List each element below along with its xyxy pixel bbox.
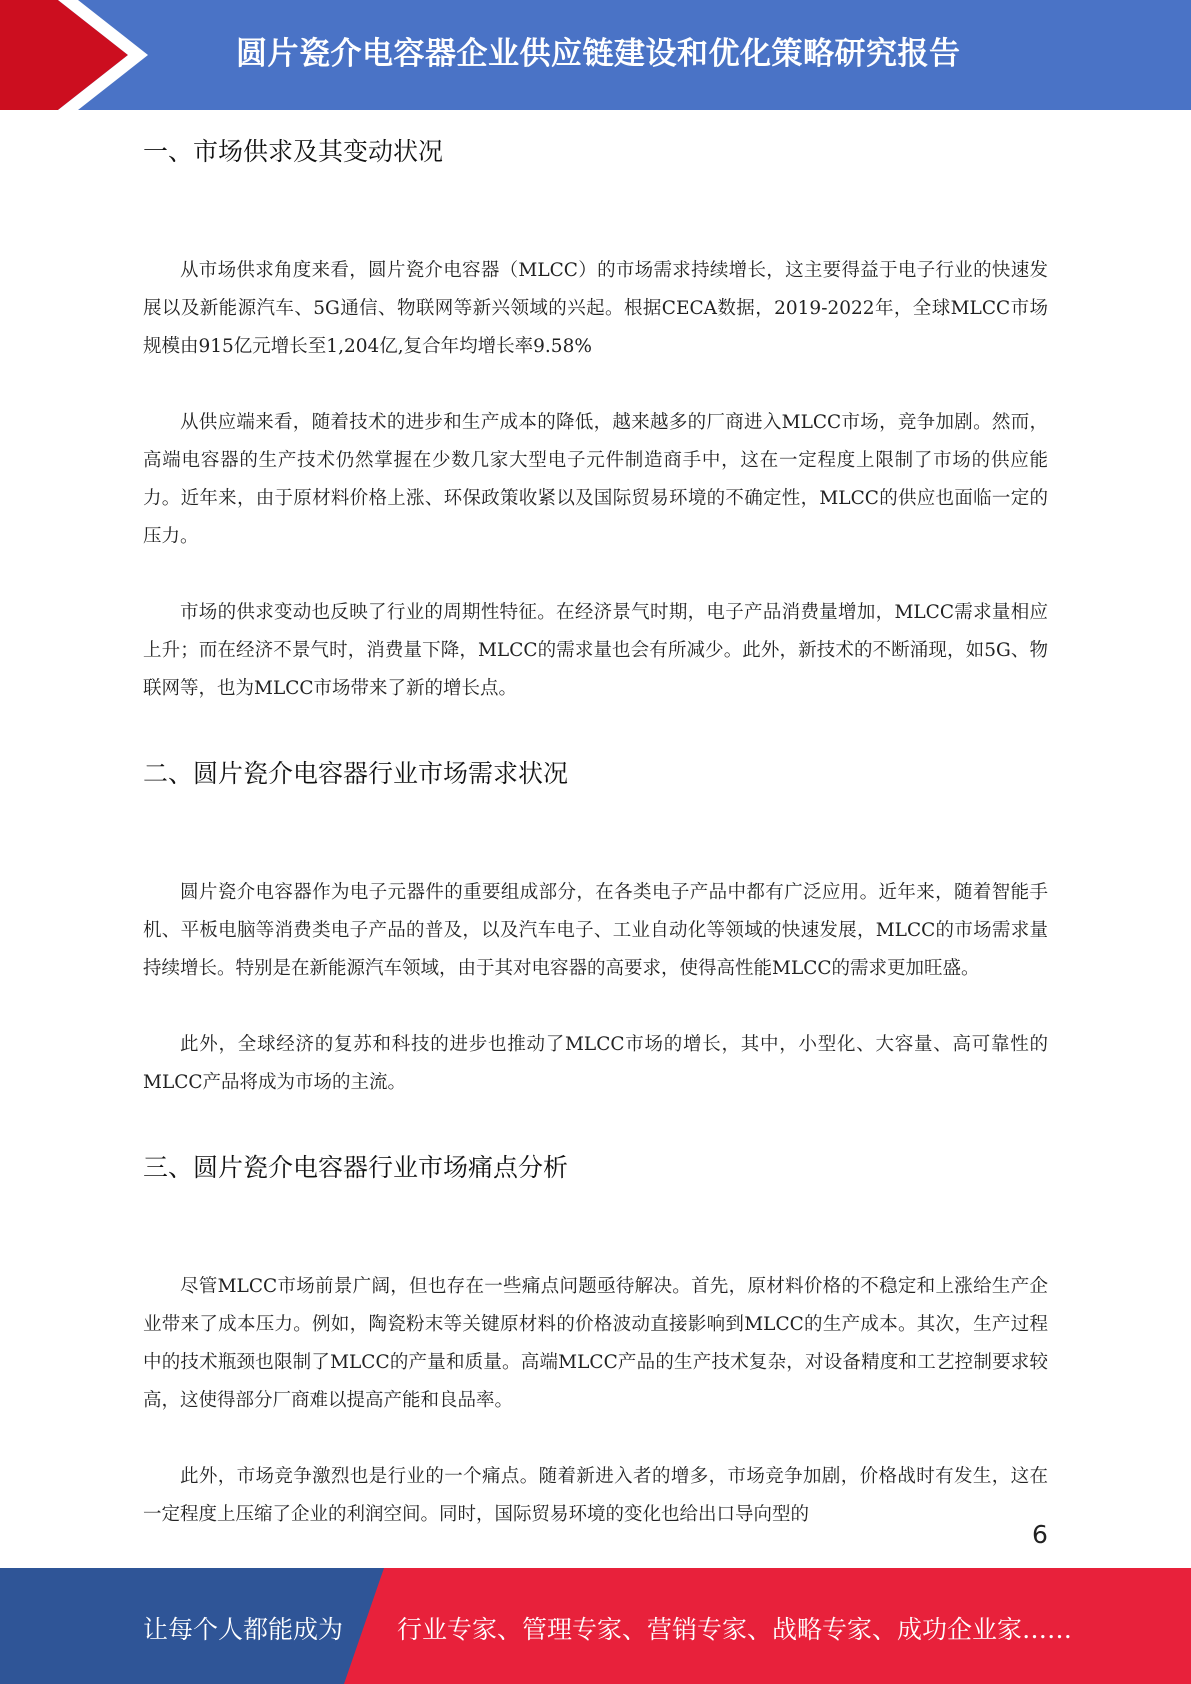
section-3-paragraph-2: 此外，市场竞争激烈也是行业的一个痛点。随着新进入者的增多，市场竞争加剧，价格战时有发生，这在一定程度上压缩了企业的利润空间。同时，国际贸易环境的变化也给出口导向型的 — [143, 1466, 1048, 1525]
section-heading-2: 二、圆片瓷介电容器行业市场需求状况 — [143, 759, 569, 788]
main-content — [143, 132, 1048, 1534]
page-footer — [0, 1568, 1191, 1684]
page-header — [0, 0, 1191, 110]
page-number: 6 — [1032, 1520, 1048, 1549]
section-heading-1: 一、市场供求及其变动状况 — [143, 137, 444, 166]
section-2-paragraph-1: 圆片瓷介电容器作为电子元器件的重要组成部分，在各类电子产品中都有广泛应用。近年来，随着智能手机、平板电脑等消费类电子产品的普及，以及汽车电子、工业自动化等领域的快速发展，MLCC的市场需求量持续增长。特别是在新能源汽车领域，由于其对电容器的高要求，使得高性能MLCC的需求更加旺盛。 — [143, 882, 1048, 979]
footer-slogan-right: 行业专家、管理专家、营销专家、战略专家、成功企业家…… — [397, 1615, 1073, 1644]
section-1-paragraph-2: 从供应端来看，随着技术的进步和生产成本的降低，越来越多的厂商进入MLCC市场，竞争加剧。然而，高端电容器的生产技术仍然掌握在少数几家大型电子元件制造商手中，这在一定程度上限制了市场的供应能力。近年来，由于原材料价格上涨、环保政策收紧以及国际贸易环境的不确定性，MLCC的供应也面临一定的压力。 — [143, 412, 1048, 547]
section-2-paragraph-2: 此外，全球经济的复苏和科技的进步也推动了MLCC市场的增长，其中，小型化、大容量、高可靠性的MLCC产品将成为市场的主流。 — [143, 1034, 1048, 1093]
section-1-paragraph-3: 市场的供求变动也反映了行业的周期性特征。在经济景气时期，电子产品消费量增加，MLCC需求量相应上升；而在经济不景气时，消费量下降，MLCC的需求量也会有所减少。此外，新技术的不断涌现，如5G、物联网等，也为MLCC市场带来了新的增长点。 — [143, 602, 1048, 699]
report-title: 圆片瓷介电容器企业供应链建设和优化策略研究报告 — [236, 36, 961, 72]
footer-slogan-left: 让每个人都能成为 — [143, 1615, 344, 1644]
section-1-paragraph-1: 从市场供求角度来看，圆片瓷介电容器（MLCC）的市场需求持续增长，这主要得益于电子行业的快速发展以及新能源汽车、5G通信、物联网等新兴领域的兴起。根据CECA数据，2019-2022年，全球MLCC市场规模由915亿元增长至1,204亿,复合年均增长率9.58% — [143, 260, 1048, 357]
section-3-paragraph-1: 尽管MLCC市场前景广阔，但也存在一些痛点问题亟待解决。首先，原材料价格的不稳定和上涨给生产企业带来了成本压力。例如，陶瓷粉末等关键原材料的价格波动直接影响到MLCC的生产成本。其次，生产过程中的技术瓶颈也限制了MLCC的产量和质量。高端MLCC产品的生产技术复杂，对设备精度和工艺控制要求较高，这使得部分厂商难以提高产能和良品率。 — [143, 1276, 1048, 1411]
section-heading-3: 三、圆片瓷介电容器行业市场痛点分析 — [143, 1153, 569, 1182]
